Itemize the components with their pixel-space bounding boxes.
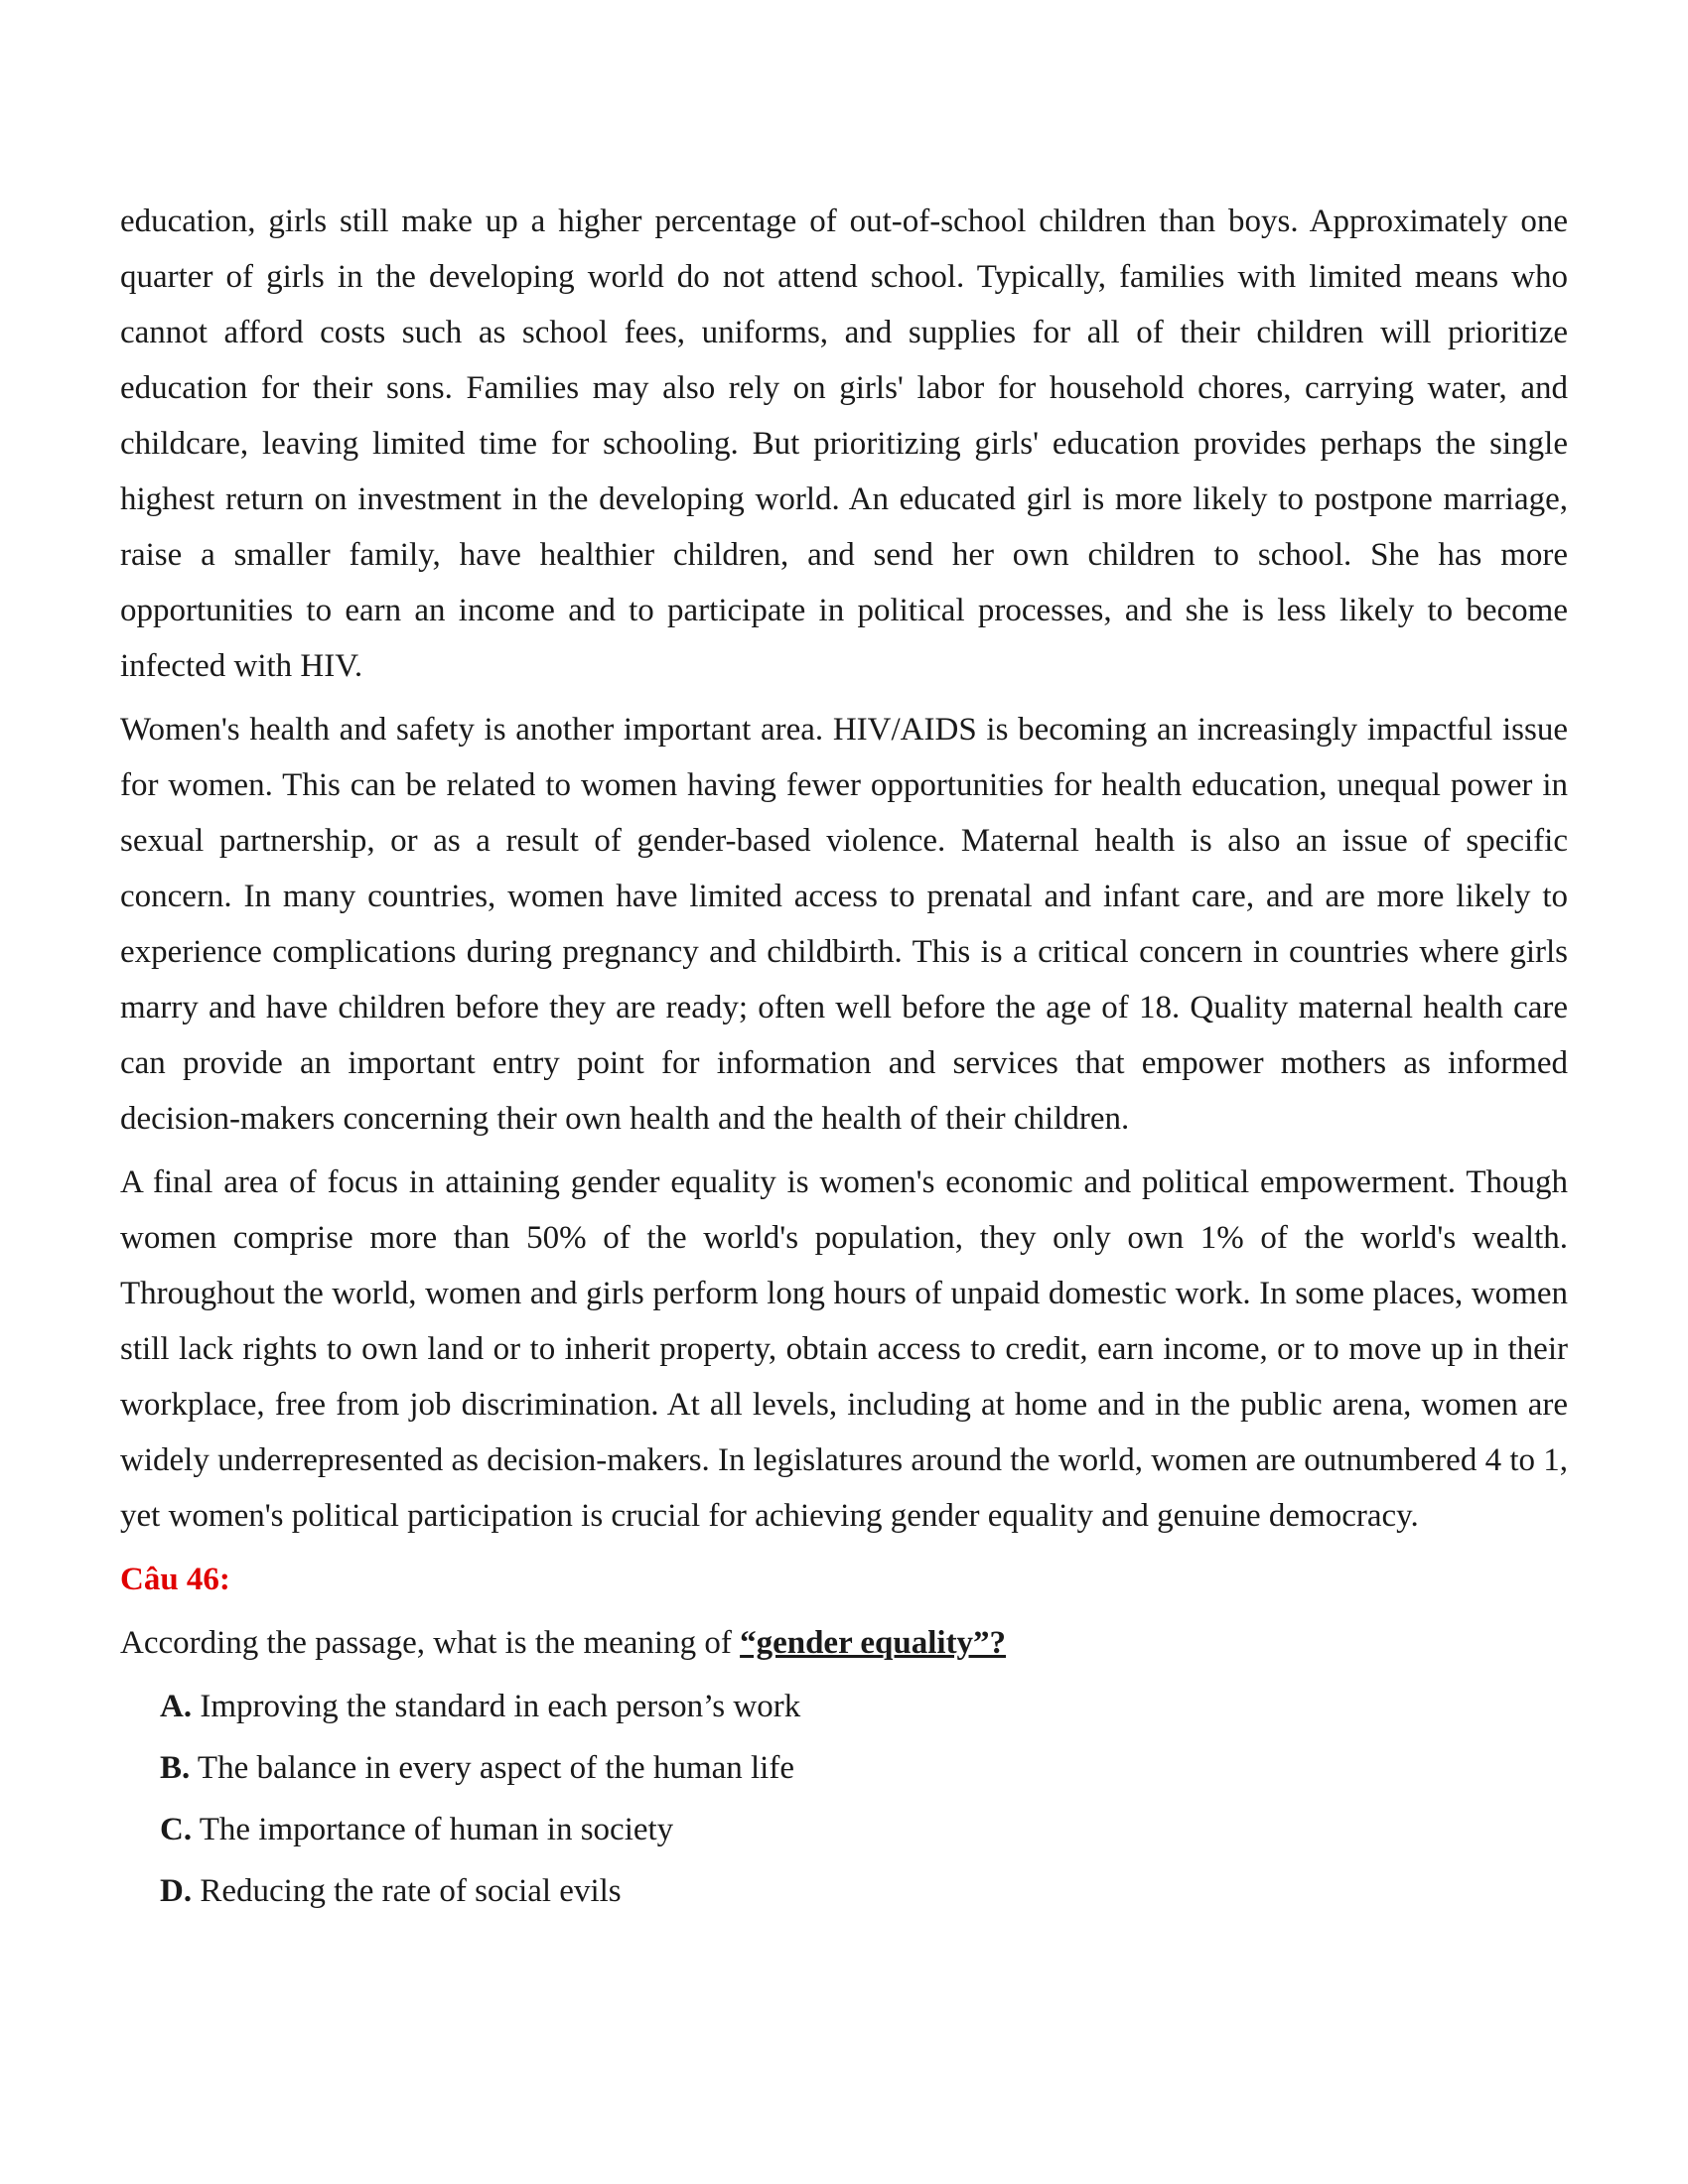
- option-letter: C.: [160, 1812, 193, 1847]
- option-letter: B.: [160, 1750, 191, 1786]
- question-stem-text: According the passage, what is the meaning of: [120, 1625, 741, 1661]
- option-text: The balance in every aspect of the human life: [190, 1750, 794, 1786]
- document-page: [120, 194, 1568, 1925]
- option-text: The importance of human in society: [192, 1812, 674, 1847]
- answer-option-a[interactable]: [160, 1679, 1568, 1734]
- option-letter: A.: [160, 1689, 193, 1724]
- option-letter: D.: [160, 1873, 193, 1909]
- passage-paragraph-3: A final area of focus in attaining gender equality is women's economic and political empowerment. Though women comprise more than 50% of the world's population, they only own 1% of the world's wealth. Throughout the world, women and girls perform long hours of unpaid domestic work. In some places, women still lack rights to own land or to inherit property, obtain access to credit, earn income, or to move up in their workplace, free from job discrimination. At all levels, including at home and in the public arena, women are widely underrepresented as decision-makers. In legislatures around the world, women are outnumbered 4 to 1, yet women's political participation is crucial for achieving gender equality and genuine democracy.: [120, 1164, 1568, 1534]
- question-number: Câu 46:: [120, 1562, 230, 1597]
- option-text: Reducing the rate of social evils: [192, 1873, 622, 1909]
- passage-paragraph-2: Women's health and safety is another important area. HIV/AIDS is becoming an increasingly impactful issue for women. This can be related to women having fewer opportunities for health education, unequal power in sexual partnership, or as a result of gender-based violence. Maternal health is also an issue of specific concern. In many countries, women have limited access to prenatal and infant care, and are more likely to experience complications during pregnancy and childbirth. This is a critical concern in countries where girls marry and have children before they are ready; often well before the age of 18. Quality maternal health care can provide an important entry point for information and services that empower mothers as informed decision-makers concerning their own health and the health of their children.: [120, 712, 1568, 1137]
- answer-option-b[interactable]: [160, 1740, 1568, 1796]
- answer-option-c[interactable]: [160, 1802, 1568, 1857]
- option-text: Improving the standard in each person’s work: [192, 1689, 801, 1724]
- answer-options: [120, 1679, 1568, 1919]
- passage-paragraph-1: education, girls still make up a higher percentage of out-of-school children than boys. Approximately one quarter of girls in the developing world do not attend school. Typically, families with limited means who cannot afford costs such as school fees, uniforms, and supplies for all of their children will prioritize education for their sons. Families may also rely on girls' labor for household chores, carrying water, and childcare, leaving limited time for schooling. But prioritizing girls' education provides perhaps the single highest return on investment in the developing world. An educated girl is more likely to postpone marriage, raise a smaller family, have healthier children, and send her own children to school. She has more opportunities to earn an income and to participate in political processes, and she is less likely to become infected with HIV.: [120, 204, 1568, 684]
- question-stem: [120, 1615, 1568, 1671]
- question-keyword: “gender equality”?: [740, 1625, 1007, 1661]
- answer-option-d[interactable]: [160, 1863, 1568, 1919]
